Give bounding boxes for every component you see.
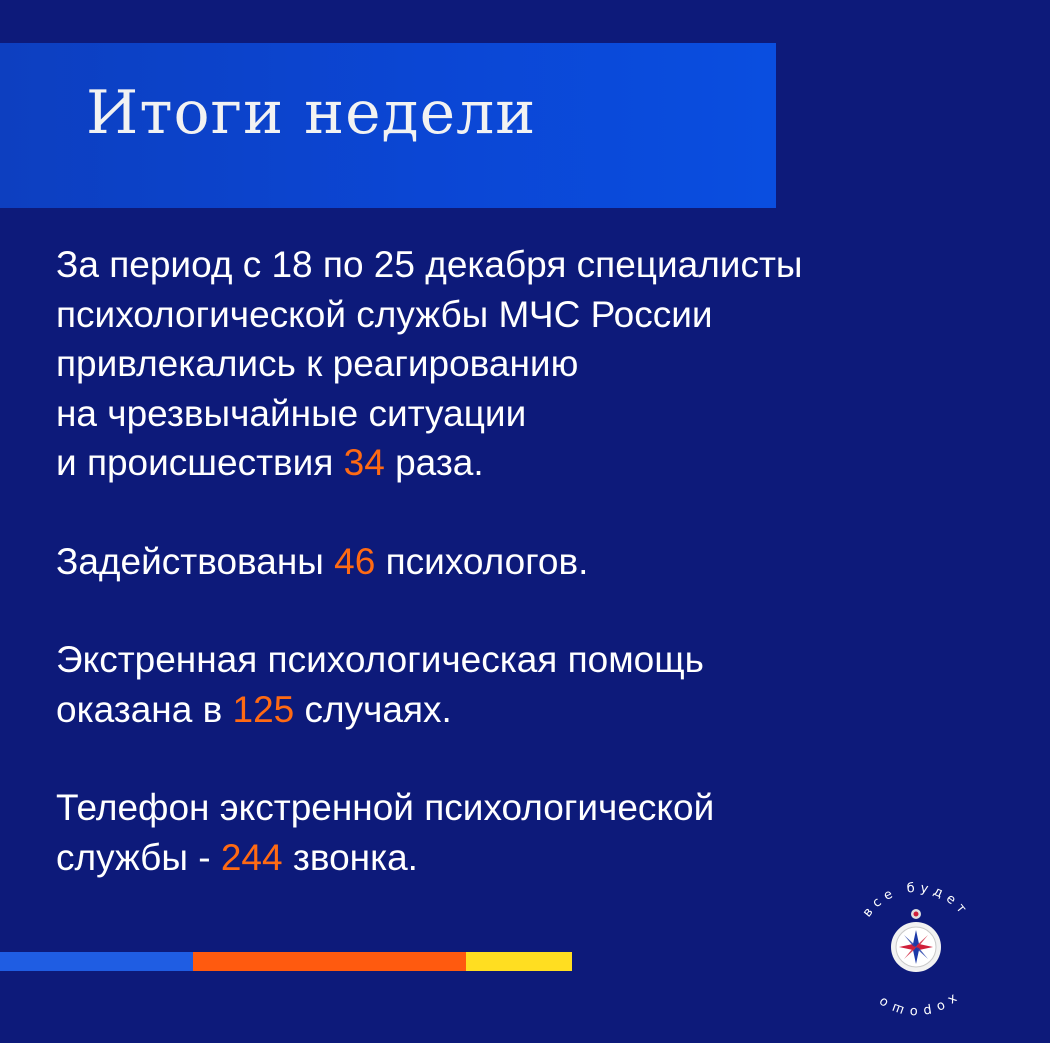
text-line: Задействованы 46 психологов. — [56, 540, 589, 582]
text-line: психологической службы МЧС России — [56, 293, 713, 335]
highlight-number: 34 — [343, 442, 385, 483]
paragraph-psychologists — [56, 537, 1016, 587]
text-line: Телефон экстренной психологической — [56, 787, 715, 828]
text-line: Экстренная психологическая помощь — [56, 639, 704, 680]
paragraph-incidents — [56, 240, 1016, 488]
logo-bottom-text: хорошо — [872, 990, 960, 1020]
color-stripes — [0, 952, 572, 971]
text-line: привлекались к реагированию — [56, 343, 579, 384]
paragraph-help — [56, 635, 1016, 734]
text-line: на чрезвычайные ситуации — [56, 392, 527, 434]
stripe-yellow — [466, 952, 572, 971]
logo-top-text: все будет — [859, 880, 973, 921]
highlight-number: 46 — [334, 540, 376, 582]
paragraph-phone — [56, 783, 1016, 882]
body-text — [56, 240, 1016, 931]
compass-star-icon — [891, 909, 941, 972]
highlight-number: 125 — [232, 688, 295, 730]
text-line: службы - 244 звонка. — [56, 836, 418, 878]
text-line: и происшествия 34 раза. — [56, 442, 484, 483]
text-line: оказана в 125 случаях. — [56, 688, 452, 730]
stripe-blue — [0, 952, 193, 971]
page-title: Итоги недели — [86, 78, 537, 148]
text-line: За период с 18 по 25 декабря специалисты — [56, 244, 803, 285]
stripe-orange — [193, 952, 466, 971]
logo — [846, 870, 986, 1020]
title-banner — [0, 43, 776, 208]
highlight-number: 244 — [220, 836, 283, 878]
